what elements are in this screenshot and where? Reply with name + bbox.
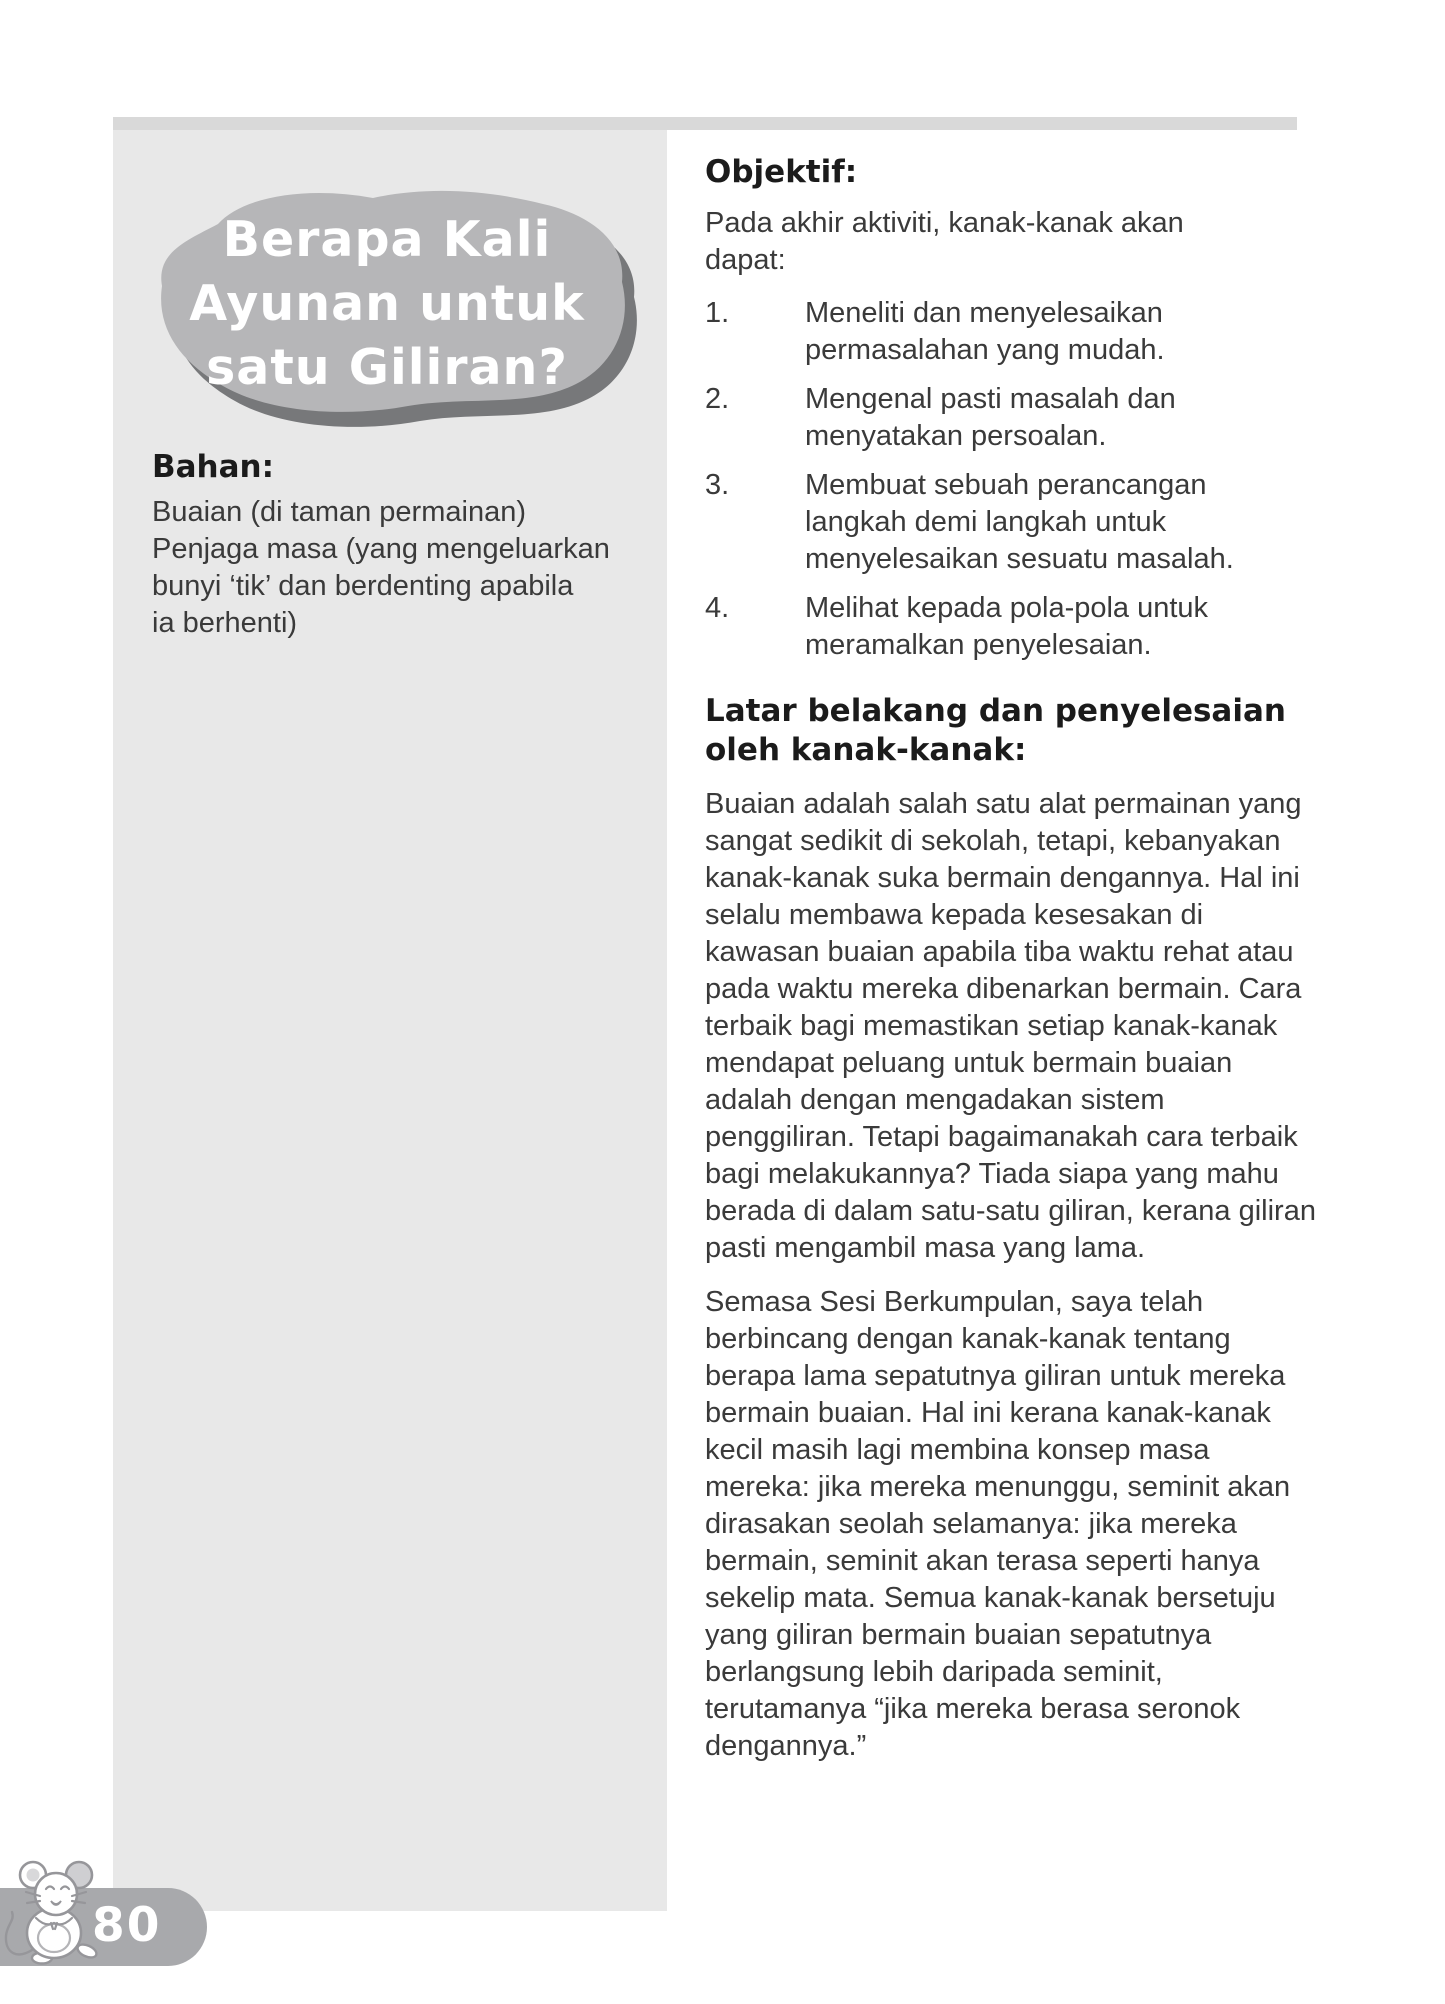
- background-paragraph: Buaian adalah salah satu alat permainan yang sangat sedikit di sekolah, tetapi, kebanyakan kanak-kanak suka bermain dengannya. Hal ini selalu membawa kepada kesesakan di kawasan buaian apabila tiba waktu rehat atau pada waktu mereka dibenarkan bermain. Cara terbaik bagi memastikan setiap kanak-kanak mendapat peluang untuk bermain buaian adalah dengan mengadakan sistem penggiliran. Tetapi bagaimanakah cara terbaik bagi melakukannya? Tiada siapa yang mahu berada di dalam satu-satu giliran, kerana giliran pasti mengambil masa yang lama.: [705, 788, 1316, 1264]
- mouse-mascot-icon: [2, 1854, 106, 1966]
- objectives-heading: Objektif:: [705, 154, 858, 190]
- mouse-head: [35, 1873, 77, 1915]
- objectives-item-number: 1.: [705, 297, 730, 329]
- objectives-list-item: [705, 467, 1321, 578]
- mouse-left-ear-inner: [27, 1869, 40, 1882]
- objectives-item-text: [805, 381, 1321, 455]
- objectives-list-item: [705, 295, 1321, 369]
- objectives-item-line: langkah demi langkah untuk: [805, 506, 1167, 538]
- top-divider-strip: [113, 117, 1297, 130]
- objectives-intro-line: Pada akhir aktiviti, kanak-kanak akan: [705, 207, 1184, 239]
- background-heading-line: oleh kanak-kanak:: [705, 732, 1027, 768]
- materials-lines: [152, 494, 652, 642]
- background-paragraph: Semasa Sesi Berkumpulan, saya telah berbincang dengan kanak-kanak tentang berapa lama sepatutnya giliran untuk mereka bermain buaian. Hal ini kerana kanak-kanak kecil masih lagi membina konsep masa mereka: jika mereka menunggu, seminit akan dirasakan seolah selamanya: jika mereka bermain, seminit akan terasa seperti hanya sekelip mata. Semua kanak-kanak bersetuju yang giliran bermain buaian sepatutnya berlangsung lebih daripada seminit, terutamanya “jika mereka berasa seronok dengannya.”: [705, 1286, 1291, 1762]
- objectives-list: [705, 295, 1321, 664]
- activity-title-line: satu Giliran?: [206, 339, 568, 396]
- objectives-item-number: 3.: [705, 469, 730, 501]
- materials-line: Penjaga masa (yang mengeluarkan: [152, 533, 610, 565]
- objectives-list-item: [705, 590, 1321, 664]
- background-heading: [705, 692, 1321, 770]
- objectives-intro: [705, 205, 1321, 279]
- objectives-list-item: [705, 381, 1321, 455]
- objectives-item-text: [805, 590, 1321, 664]
- objectives-item-line: Meneliti dan menyelesaikan: [805, 297, 1163, 329]
- objectives-item-line: meramalkan penyelesaian.: [805, 629, 1152, 661]
- activity-title: [148, 208, 626, 400]
- objectives-item-text: [805, 295, 1321, 369]
- main-text-column: [705, 153, 1321, 1782]
- objectives-item-line: menyelesaikan sesuatu masalah.: [805, 543, 1234, 575]
- materials-line: Buaian (di taman permainan): [152, 496, 526, 528]
- left-sidebar-panel: [113, 130, 667, 1911]
- materials-line: bunyi ‘tik’ dan berdenting apabila: [152, 570, 574, 602]
- objectives-item-text: [805, 467, 1321, 578]
- objectives-item-number: 4.: [705, 592, 730, 624]
- background-heading-line: Latar belakang dan penyelesaian: [705, 693, 1286, 729]
- objectives-intro-line: dapat:: [705, 244, 786, 276]
- title-bubble: [148, 182, 640, 432]
- page-number: 80: [92, 1898, 162, 1953]
- objectives-item-line: Membuat sebuah perancangan: [805, 469, 1207, 501]
- background-paragraphs: [705, 786, 1321, 1765]
- objectives-item-line: permasalahan yang mudah.: [805, 334, 1165, 366]
- objectives-item-line: Melihat kepada pola-pola untuk: [805, 592, 1209, 624]
- activity-title-line: Ayunan untuk: [189, 275, 585, 332]
- mouse-belly: [38, 1924, 70, 1952]
- objectives-item-line: Mengenal pasti masalah dan: [805, 383, 1176, 415]
- objectives-item-line: menyatakan persoalan.: [805, 420, 1107, 452]
- activity-title-line: Berapa Kali: [222, 211, 552, 268]
- objectives-item-number: 2.: [705, 383, 730, 415]
- materials-line: ia berhenti): [152, 607, 298, 639]
- materials-section: [152, 448, 652, 642]
- materials-heading: Bahan:: [152, 449, 275, 485]
